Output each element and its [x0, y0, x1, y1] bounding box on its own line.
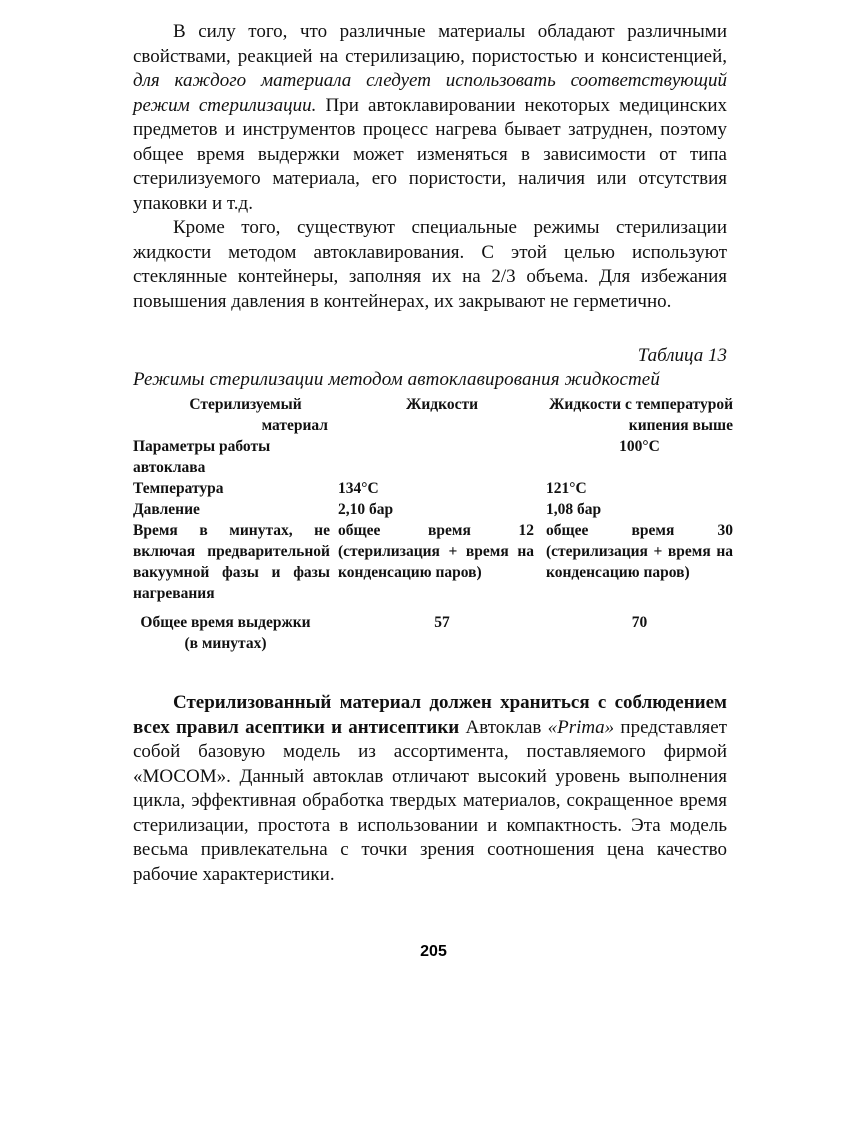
- table-number: Таблица 13: [637, 345, 727, 366]
- table-row: [133, 478, 733, 499]
- paragraph-1-text-a: В силу того, что различные материалы обладают различными свойствами, реакцией на стерилизацию, пористостью и консистенцией,: [133, 21, 727, 67]
- table-row: [133, 499, 733, 520]
- paragraph-1-text-c: При автоклавировании некоторых медицинских предметов и инструментов процесс нагрева бывает затруднен, поэтому общее время выдержки может изменяться в зависимости от типа стерилизуемого материала, его пористости, наличия или отсутствия упаковки и т.д.: [133, 94, 727, 214]
- table-header-col2: Жидкости: [406, 396, 478, 413]
- page-number: 205: [420, 943, 447, 960]
- paragraph-3-italic: «Prima»: [547, 716, 615, 738]
- header-col1-a: Стерилизуемый: [189, 396, 302, 413]
- table-header-col1: [133, 394, 338, 478]
- table-row-value-2: 70: [631, 614, 648, 631]
- table-row: [133, 520, 733, 604]
- table-row-value-2: 121°С: [546, 480, 587, 497]
- page-body: [133, 20, 733, 887]
- table-row-param: Общее время выдержки (в минутах): [140, 614, 311, 652]
- table-header-row: [133, 394, 733, 478]
- paragraph-3-text-b: представляет собой базовую модель из ассортимента, поставляемого фирмой «МОСОМ». Данный автоклав отличают высокий уровень выполнения цикла, эффективная обработка твердых материалов, сокращенное время стерилизации, простота в использовании и компактность. Эта модель весьма привлекательна с точки зрения соотношения цена качество рабочие характеристики.: [133, 716, 727, 885]
- table-row-value-2: 1,08 бар: [546, 501, 602, 518]
- paragraph-2: Кроме того, существуют специальные режимы стерилизации жидкости методом автоклавирования. С этой целью используют стеклянные контейнеры, заполняя их на 2/3 объема. Для избежания повышения давления в контейнерах, их закрывают не герметично.: [133, 217, 727, 312]
- table-row-value-2: общее время 30 (стерилизация + время на конденсацию паров): [546, 522, 733, 581]
- header-col1-c: Параметры работы автоклава: [133, 438, 271, 476]
- sterilization-table: [133, 394, 733, 654]
- header-col3-b: 100°С: [619, 438, 660, 455]
- paragraph-1-emphasis: для каждого материала следует использовать соответствующий режим стерилизации.: [133, 70, 727, 116]
- table-row-value-1: общее время 12 (стерилизация + время на конденсацию паров): [338, 522, 534, 581]
- header-col1-b: материал: [261, 417, 328, 434]
- table-row-value-1: 134°С: [338, 480, 379, 497]
- paragraph-3-text-a: Автоклав: [459, 716, 548, 738]
- paragraph-3-bold: Стерилизованный материал должен храниться с соблюдением всех правил асептики и антисептики: [133, 692, 727, 738]
- table-row-param: Давление: [133, 501, 200, 518]
- table-row-value-1: 57: [434, 614, 450, 631]
- table-header-col3: [546, 394, 733, 478]
- table-row: [133, 604, 733, 654]
- table-row-value-1: 2,10 бар: [338, 501, 394, 518]
- paragraph-1: [133, 20, 727, 216]
- header-col3-a: Жидкости с температурой кипения выше: [549, 396, 733, 434]
- table-title: Режимы стерилизации методом автоклавирования жидкостей: [133, 369, 660, 390]
- table-row-param: Время в минутах, не включая предварительной вакуумной фазы и фазы нагревания: [133, 522, 330, 602]
- table-row-param: Температура: [133, 480, 224, 497]
- paragraph-3: [133, 691, 727, 887]
